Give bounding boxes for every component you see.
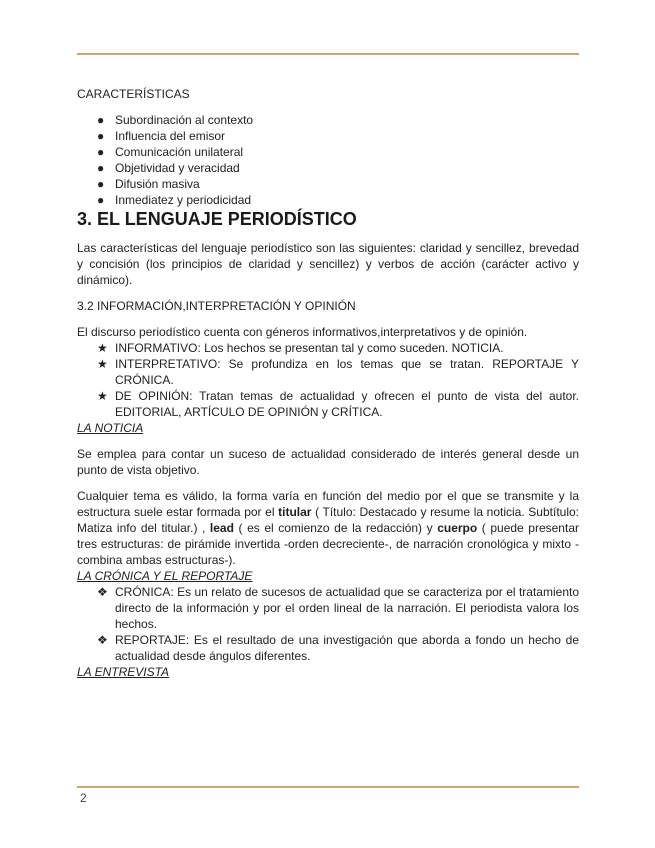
entrevista-heading: LA ENTREVISTA bbox=[77, 665, 170, 679]
bullet-dot-icon: ● bbox=[97, 177, 105, 191]
list-item: ❖ CRÓNICA: Es un relato de sucesos de actualidad que se caracteriza por el tratamiento directo de la información y por el orden lineal de la narración. El periodista valora los hechos. bbox=[97, 585, 579, 631]
page-number: 2 bbox=[80, 791, 87, 805]
bullet-dot-icon: ● bbox=[97, 145, 105, 159]
bullet-dot-icon: ● bbox=[97, 193, 105, 207]
cronica-list bbox=[77, 584, 579, 664]
diamond-icon: ❖ bbox=[97, 633, 108, 647]
list-item: ● Influencia del emisor bbox=[97, 129, 226, 143]
generos-list bbox=[77, 340, 579, 420]
cronica-heading: LA CRÓNICA Y EL REPORTAJE bbox=[77, 569, 253, 583]
list-item: ● Difusión masiva bbox=[97, 177, 200, 191]
caracteristicas-list bbox=[77, 112, 579, 208]
noticia-heading: LA NOTICIA bbox=[77, 421, 144, 435]
caracteristicas-heading: CARACTERÍSTICAS bbox=[77, 87, 190, 101]
noticia-paragraph-1: Se emplea para contar un suceso de actualidad considerado de interés general desde un punto de vista objetivo. bbox=[77, 447, 579, 477]
section-title: 3. EL LENGUAJE PERIODÍSTICO bbox=[77, 209, 357, 229]
discurso-paragraph: El discurso periodístico cuenta con géneros informativos,interpretativos y de opinión. bbox=[77, 325, 528, 339]
list-item: ★ INFORMATIVO: Los hechos se presentan tal y como suceden. NOTICIA. bbox=[97, 341, 504, 355]
star-icon: ★ bbox=[97, 389, 108, 403]
bold-term: cuerpo bbox=[437, 521, 478, 535]
noticia-paragraph-2: Cualquier tema es válido, la forma varía en función del medio por el que se transmite y la estructura suele estar formada por el titular ( Título: Destacado y resume la noticia. Subtítulo: Matiza info del titular.) , lead ( es el comienzo de la redacción) y cuerpo ( puede presentar tres estructuras: de pirámide invertida -orden decreciente-, de narración cronológica y mixto - combina ambas estructuras-). bbox=[77, 489, 579, 567]
bold-term: titular bbox=[278, 505, 312, 519]
bullet-dot-icon: ● bbox=[97, 161, 105, 175]
star-icon: ★ bbox=[97, 341, 108, 355]
subsection-title: 3.2 INFORMACIÓN,INTERPRETACIÓN Y OPINIÓN bbox=[77, 299, 356, 313]
list-item: ● Objetividad y veracidad bbox=[97, 161, 240, 175]
intro-paragraph: Las características del lenguaje periodístico son las siguientes: claridad y sencillez, brevedad y concisión (los principios de claridad y sencillez) y verbos de acción (carácter activo y dinámico). bbox=[77, 241, 579, 287]
list-item: ● Comunicación unilateral bbox=[97, 145, 244, 159]
list-item: ● Inmediatez y periodicidad bbox=[97, 193, 252, 207]
bold-term: lead bbox=[209, 521, 234, 535]
list-item: ★ INTERPRETATIVO: Se profundiza en los temas que se tratan. REPORTAJE Y CRÓNICA. bbox=[97, 357, 579, 387]
list-item: ★ DE OPINIÓN: Tratan temas de actualidad y ofrecen el punto de vista del autor. EDITORIAL, ARTÍCULO DE OPINIÓN y CRÍTICA. bbox=[97, 389, 579, 419]
footer-rule bbox=[77, 786, 579, 788]
bullet-dot-icon: ● bbox=[97, 113, 105, 127]
list-item: ● Subordinación al contexto bbox=[97, 113, 254, 127]
bullet-dot-icon: ● bbox=[97, 129, 105, 143]
document-body bbox=[77, 86, 579, 680]
list-item: ❖ REPORTAJE: Es el resultado de una investigación que aborda a fondo un hecho de actualidad desde ángulos diferentes. bbox=[97, 633, 579, 663]
star-icon: ★ bbox=[97, 357, 108, 371]
diamond-icon: ❖ bbox=[97, 585, 108, 599]
header-rule bbox=[77, 53, 579, 55]
